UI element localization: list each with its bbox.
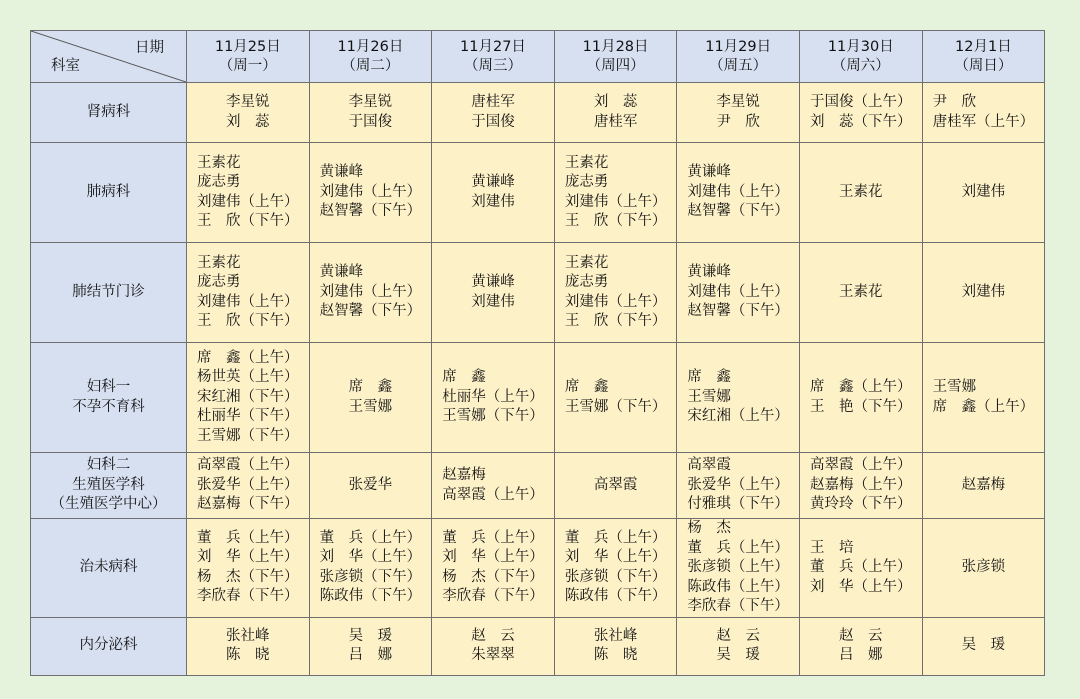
schedule-cell (799, 143, 922, 243)
doctor-entry: 张彦锁（上午） (687, 559, 789, 575)
day-weekday: （周四） (586, 57, 645, 74)
schedule-cell (554, 143, 677, 243)
doctor-list (442, 529, 544, 607)
doctor-entry: 董 兵（上午） (687, 539, 789, 556)
doctor-entry: 于国俊（上午） (810, 94, 912, 110)
schedule-cell (922, 343, 1045, 453)
doctor-entry: 赵 云 (839, 627, 883, 644)
schedule-cell (187, 453, 310, 519)
department-row (31, 453, 1045, 519)
department-name-cell (31, 519, 187, 618)
doctor-entry: 刘 华（上午） (197, 549, 299, 566)
doctor-entry: 吕 娜 (839, 647, 883, 663)
schedule-cell (677, 243, 800, 343)
corner-label-date: 日期 (135, 40, 164, 56)
day-date: 11月27日 (460, 38, 526, 55)
doctor-entry: 高翠霞 (593, 476, 638, 493)
doctor-list (933, 93, 1035, 132)
department-name-line: 妇科二 (86, 457, 131, 474)
department-name-cell (31, 243, 187, 343)
day-date: 11月26日 (337, 38, 404, 55)
department-name-line: 不孕不育科 (72, 398, 145, 415)
doctor-entry: 庞志勇 (197, 174, 241, 190)
doctor-entry: 庞志勇 (564, 274, 609, 290)
schedule-cell (677, 143, 800, 243)
doctor-entry: 尹 欣 (716, 113, 760, 130)
schedule-cell (799, 343, 922, 453)
doctor-list (187, 93, 309, 132)
doctor-list (565, 529, 667, 607)
doctor-entry: 赵嘉梅 (961, 476, 1006, 493)
doctor-list (677, 627, 799, 666)
doctor-entry: 黄谦峰 (319, 264, 364, 281)
doctor-entry: 刘 蕊 (226, 113, 270, 130)
doctor-entry: 董 兵（上午） (810, 559, 912, 575)
department-name-cell (31, 453, 187, 519)
header-row (31, 31, 1045, 83)
doctor-list (800, 627, 922, 666)
day-weekday: （周六） (831, 57, 890, 74)
doctor-entry: 杨 杰（下午） (197, 568, 299, 585)
department-name-line: 肾病科 (86, 103, 131, 120)
doctor-entry: 黄谦峰 (471, 174, 515, 190)
doctor-entry: 王素花 (839, 283, 883, 300)
schedule-cell (187, 143, 310, 243)
doctor-entry: 杨 杰（下午） (442, 568, 544, 585)
doctor-entry: 王雪娜 (348, 398, 393, 415)
doctor-entry: 黄谦峰 (471, 274, 515, 290)
doctor-list (187, 627, 309, 666)
doctor-entry: 陈政伟（上午） (687, 578, 789, 595)
doctor-entry: 陈政伟（下午） (319, 588, 422, 605)
day-header-thu (554, 31, 677, 83)
doctor-list (320, 529, 422, 607)
doctor-entry: 刘建伟（上午） (564, 293, 667, 310)
doctor-entry: 庞志勇 (564, 174, 609, 190)
doctor-list (565, 378, 667, 417)
schedule-cell (554, 453, 677, 519)
doctor-list (933, 378, 1035, 417)
department-name-cell (31, 143, 187, 243)
doctor-entry: 陈 晓 (593, 647, 638, 663)
doctor-entry: 陈政伟（下午） (564, 588, 667, 605)
schedule-cell (554, 343, 677, 453)
day-header-tue (309, 31, 432, 83)
schedule-cell (432, 343, 555, 453)
doctor-list (442, 368, 544, 427)
doctor-list (923, 283, 1045, 303)
doctor-list (320, 263, 422, 322)
schedule-cell (677, 83, 800, 143)
doctor-entry: 李欣春（下午） (197, 588, 299, 605)
doctor-entry: 席 鑫（上午） (932, 398, 1035, 415)
doctor-list (810, 93, 912, 132)
schedule-cell (432, 83, 555, 143)
doctor-entry: 唐桂军 (471, 94, 515, 110)
doctor-list (320, 163, 422, 222)
doctor-list (800, 183, 922, 203)
doctor-entry: 赵智馨（下午） (687, 203, 789, 220)
doctor-entry: 王雪娜 (687, 388, 731, 405)
doctor-entry: 赵嘉梅（上午） (810, 476, 912, 493)
doctor-entry: 李星锐 (348, 94, 393, 110)
doctor-entry: 董 兵（上午） (197, 529, 299, 546)
day-header-sun (922, 31, 1045, 83)
doctor-list (310, 93, 432, 132)
schedule-cell (677, 617, 800, 675)
schedule-cell (187, 617, 310, 675)
day-date: 12月1日 (955, 38, 1012, 55)
schedule-cell (432, 243, 555, 343)
schedule-cell (922, 83, 1045, 143)
doctor-entry: 刘建伟 (961, 183, 1006, 200)
doctor-list (197, 254, 299, 332)
schedule-cell (799, 83, 922, 143)
department-name-line: 治未病科 (79, 559, 138, 575)
schedule-cell (432, 143, 555, 243)
schedule-cell (432, 453, 555, 519)
schedule-cell (554, 519, 677, 618)
schedule-cell (187, 519, 310, 618)
doctor-entry: 刘建伟（上午） (319, 183, 422, 200)
corner-label-department: 科室 (51, 58, 80, 74)
doctor-entry: 张彦锁（下午） (564, 568, 667, 585)
doctor-list (687, 456, 789, 515)
department-row (31, 243, 1045, 343)
day-weekday: （周日） (954, 57, 1013, 74)
doctor-entry: 王雪娜（下午） (564, 398, 667, 415)
doctor-entry: 庞志勇 (197, 274, 241, 290)
doctor-entry: 王雪娜（下午） (197, 427, 299, 444)
doctor-entry: 王素花 (564, 254, 609, 271)
doctor-list (310, 476, 432, 496)
doctor-list (687, 368, 789, 427)
doctor-list (197, 349, 299, 447)
doctor-entry: 王素花 (839, 183, 883, 200)
doctor-entry: 席 鑫 (564, 379, 609, 395)
doctor-entry: 王 欣（下午） (564, 213, 667, 229)
doctor-entry: 于国俊 (348, 113, 393, 130)
doctor-entry: 王雪娜 (932, 379, 977, 395)
schedule-cell (799, 243, 922, 343)
doctor-entry: 王 培 (810, 539, 854, 556)
doctor-list (677, 93, 799, 132)
doctor-entry: 吕 娜 (348, 647, 393, 663)
doctor-entry: 杜丽华（上午） (442, 388, 544, 405)
day-weekday: （周五） (709, 57, 768, 74)
doctor-list (197, 154, 299, 232)
doctor-list (687, 519, 789, 617)
schedule-body (31, 83, 1045, 676)
schedule-cell (677, 453, 800, 519)
doctor-entry: 唐桂军（上午） (932, 113, 1035, 130)
doctor-list (923, 183, 1045, 203)
doctor-entry: 王 欣（下午） (197, 313, 299, 329)
department-name-line: （生殖医学中心） (50, 496, 167, 513)
doctor-entry: 刘 华（上午） (810, 578, 912, 595)
doctor-entry: 黄玲玲（下午） (810, 496, 912, 513)
doctor-list (555, 476, 677, 496)
schedule-cell (922, 519, 1045, 618)
schedule-cell (309, 453, 432, 519)
doctor-entry: 席 鑫（上午） (810, 379, 912, 395)
doctor-entry: 吴 瑗 (348, 627, 393, 644)
schedule-cell (309, 519, 432, 618)
doctor-list (565, 154, 667, 232)
schedule-cell (309, 83, 432, 143)
department-name-cell (31, 617, 187, 675)
schedule-cell (432, 617, 555, 675)
doctor-entry: 刘建伟（上午） (687, 183, 789, 200)
schedule-cell (677, 343, 800, 453)
doctor-entry: 董 兵（上午） (564, 529, 667, 546)
doctor-list (310, 627, 432, 666)
doctor-list (687, 163, 789, 222)
doctor-entry: 刘建伟（上午） (687, 283, 789, 300)
doctor-entry: 李欣春（下午） (687, 598, 789, 614)
doctor-entry: 张彦锁（下午） (319, 568, 422, 585)
doctor-entry: 刘 华（上午） (564, 549, 667, 566)
doctor-list (800, 283, 922, 303)
doctor-list (432, 93, 554, 132)
doctor-entry: 赵嘉梅（下午） (197, 496, 299, 513)
doctor-entry: 赵 云 (716, 627, 760, 644)
schedule-cell (799, 617, 922, 675)
doctor-entry: 刘 华（上午） (319, 549, 422, 566)
doctor-entry: 吴 瑗 (961, 637, 1006, 654)
doctor-entry: 杜丽华（下午） (197, 408, 299, 425)
doctor-entry: 席 鑫 (687, 369, 731, 386)
doctor-entry: 张社峰 (226, 627, 270, 644)
schedule-cell (799, 453, 922, 519)
doctor-entry: 赵智馨（下午） (319, 203, 422, 220)
schedule-cell (309, 243, 432, 343)
doctor-entry: 黄谦峰 (687, 264, 731, 281)
doctor-entry: 唐桂军 (593, 113, 638, 130)
department-name-cell (31, 83, 187, 143)
department-row (31, 617, 1045, 675)
doctor-list (923, 558, 1045, 578)
day-weekday: （周三） (463, 57, 522, 74)
doctor-entry: 王 欣（下午） (197, 213, 299, 229)
schedule-cell (187, 243, 310, 343)
day-header-sat (799, 31, 922, 83)
schedule-cell (554, 243, 677, 343)
schedule-cell (309, 143, 432, 243)
doctor-entry: 黄谦峰 (687, 164, 731, 181)
doctor-entry: 宋红湘（上午） (687, 408, 789, 425)
doctor-entry: 高翠霞（上午） (442, 486, 544, 503)
day-date: 11月28日 (582, 38, 649, 55)
schedule-cell (187, 83, 310, 143)
schedule-cell (922, 243, 1045, 343)
doctor-list (555, 93, 677, 132)
doctor-entry: 黄谦峰 (319, 164, 364, 181)
doctor-entry: 高翠霞（上午） (197, 457, 299, 474)
doctor-entry: 席 鑫（上午） (197, 349, 299, 366)
day-weekday: （周一） (218, 57, 277, 74)
doctor-entry: 杨 杰 (687, 520, 731, 536)
doctor-entry: 高翠霞（上午） (810, 457, 912, 474)
doctor-entry: 刘 蕊（下午） (810, 113, 912, 130)
schedule-cell (554, 83, 677, 143)
doctor-entry: 王 艳（下午） (810, 398, 912, 415)
doctor-entry: 李欣春（下午） (442, 588, 544, 605)
doctor-entry: 席 鑫 (442, 369, 486, 386)
schedule-cell (799, 519, 922, 618)
doctor-entry: 朱翠翠 (471, 647, 515, 663)
doctor-entry: 张爱华（上午） (197, 476, 299, 493)
schedule-cell (922, 453, 1045, 519)
doctor-entry: 王素花 (197, 154, 241, 171)
department-name-cell (31, 343, 187, 453)
schedule-cell (922, 143, 1045, 243)
doctor-entry: 赵嘉梅 (442, 467, 486, 483)
doctor-entry: 付雅琪（下午） (687, 496, 789, 513)
doctor-entry: 于国俊 (471, 113, 515, 130)
doctor-entry: 张彦锁 (961, 559, 1006, 575)
doctor-list (810, 456, 912, 515)
doctor-entry: 赵 云 (471, 627, 515, 644)
department-row (31, 343, 1045, 453)
department-row (31, 519, 1045, 618)
doctor-list (432, 273, 554, 312)
schedule-cell (309, 617, 432, 675)
doctor-entry: 尹 欣 (932, 94, 977, 110)
doctor-entry: 张社峰 (593, 627, 638, 644)
doctor-entry: 张爱华（上午） (687, 476, 789, 493)
corner-header-cell (31, 31, 187, 83)
doctor-entry: 王雪娜（下午） (442, 408, 544, 425)
schedule-cell (309, 343, 432, 453)
doctor-entry: 李星锐 (716, 94, 760, 110)
department-name-line: 肺病科 (86, 183, 131, 200)
schedule-cell (554, 617, 677, 675)
doctor-entry: 赵智馨（下午） (687, 303, 789, 320)
doctor-entry: 李星锐 (226, 94, 270, 110)
doctor-entry: 刘建伟 (471, 293, 515, 310)
schedule-cell (922, 617, 1045, 675)
day-date: 11月25日 (214, 38, 281, 55)
doctor-entry: 王素花 (564, 154, 609, 171)
doctor-list (810, 539, 912, 598)
doctor-entry: 吴 瑗 (716, 647, 760, 663)
doctor-list (565, 254, 667, 332)
doctor-entry: 刘建伟 (961, 283, 1006, 300)
doctor-entry: 刘建伟（上午） (197, 293, 299, 310)
doctor-entry: 张爱华 (348, 476, 393, 493)
duty-schedule-table (30, 30, 1045, 676)
schedule-cell (187, 343, 310, 453)
doctor-entry: 刘建伟（上午） (564, 193, 667, 210)
doctor-entry: 董 兵（上午） (442, 529, 544, 546)
doctor-entry: 杨世英（上午） (197, 369, 299, 386)
doctor-entry: 刘 蕊 (593, 94, 638, 110)
doctor-list (442, 466, 544, 505)
schedule-cell (677, 519, 800, 618)
department-name-line: 内分泌科 (79, 637, 138, 654)
day-date: 11月29日 (705, 38, 772, 55)
doctor-entry: 刘 华（上午） (442, 549, 544, 566)
day-header-wed (432, 31, 555, 83)
doctor-list (923, 636, 1045, 656)
schedule-cell (432, 519, 555, 618)
doctor-list (310, 378, 432, 417)
day-header-fri (677, 31, 800, 83)
doctor-entry: 刘建伟（上午） (319, 283, 422, 300)
day-date: 11月30日 (827, 38, 894, 55)
doctor-entry: 王素花 (197, 254, 241, 271)
doctor-entry: 赵智馨（下午） (319, 303, 422, 320)
doctor-entry: 刘建伟（上午） (197, 193, 299, 210)
day-header-mon (187, 31, 310, 83)
doctor-list (923, 476, 1045, 496)
doctor-entry: 刘建伟 (471, 193, 515, 210)
doctor-list (555, 627, 677, 666)
doctor-entry: 王 欣（下午） (564, 313, 667, 329)
department-name-line: 生殖医学科 (72, 476, 145, 493)
doctor-entry: 宋红湘（下午） (197, 388, 299, 405)
doctor-entry: 高翠霞 (687, 457, 731, 474)
department-row (31, 143, 1045, 243)
doctor-list (810, 378, 912, 417)
doctor-entry: 席 鑫 (348, 379, 393, 395)
department-row (31, 83, 1045, 143)
doctor-list (432, 173, 554, 212)
department-name-line: 妇科一 (86, 379, 131, 395)
doctor-list (197, 456, 299, 515)
doctor-list (432, 627, 554, 666)
doctor-list (687, 263, 789, 322)
doctor-entry: 董 兵（上午） (319, 529, 422, 546)
day-weekday: （周二） (341, 57, 400, 74)
department-name-line: 肺结节门诊 (72, 283, 145, 300)
doctor-list (197, 529, 299, 607)
doctor-entry: 陈 晓 (226, 647, 270, 663)
